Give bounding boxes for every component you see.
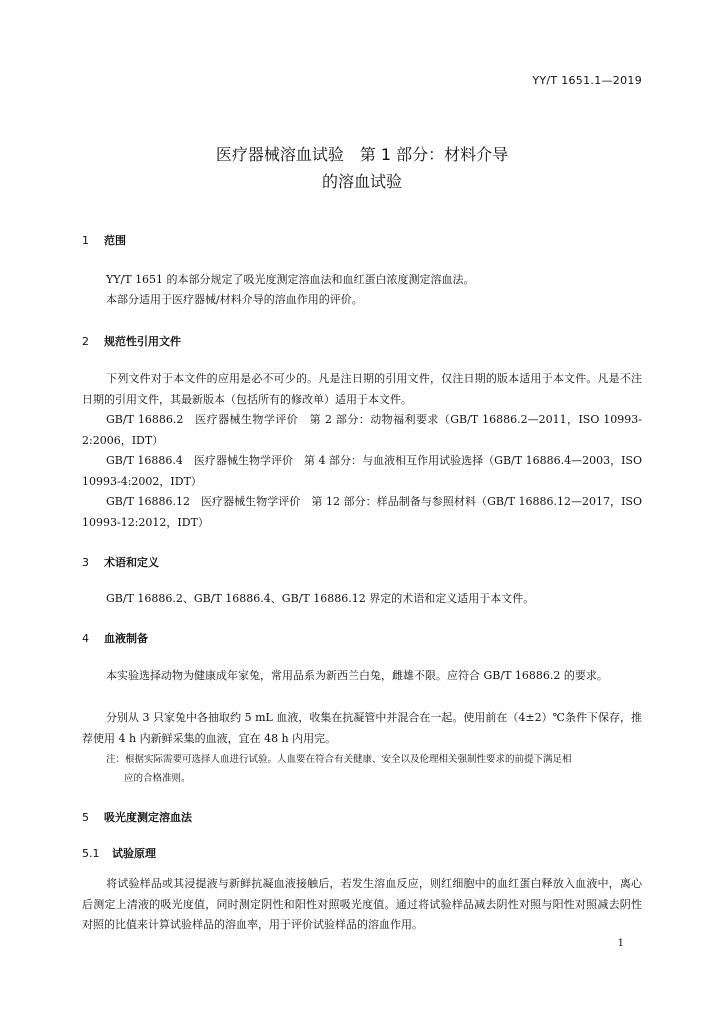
subsection-heading-test-principle — [82, 845, 156, 861]
section-heading-absorbance-method — [82, 809, 192, 825]
section-heading-normative-references — [82, 333, 181, 349]
section-title: 范围 — [104, 234, 126, 247]
section-title: 试验原理 — [112, 847, 156, 860]
section-number: 5.1 — [82, 847, 100, 860]
paragraph-text: 下列文件对于本文件的应用是必不可少的。凡是注日期的引用文件，仅注日期的版本适用于本文件。凡是不注日期的引用文件，其最新版本（包括所有的修改单）适用于本文件。 — [82, 372, 642, 406]
section-number: 1 — [82, 234, 89, 247]
reference-gbt-16886-2 — [82, 410, 642, 451]
standard-code: YY/T 1651.1—2019 — [532, 74, 642, 87]
paragraph-text: GB/T 16886.4 医疗器械生物学评价 第 4 部分：与血液相互作用试验选择（GB/T 16886.4—2003，ISO 10993-4:2002，IDT） — [82, 454, 642, 488]
section-title: 血液制备 — [104, 632, 148, 645]
paragraph-text: 本部分适用于医疗器械/材料介导的溶血作用的评价。 — [106, 293, 363, 306]
paragraph-text: GB/T 16886.12 医疗器械生物学评价 第 12 部分：样品制备与参照材料（GB/T 16886.12—2017，ISO 10993-12:2012，IDT） — [82, 495, 642, 529]
paragraph-text: GB/T 16886.2、GB/T 16886.4、GB/T 16886.12 界定的术语和定义适用于本文件。 — [106, 592, 535, 605]
section-title: 术语和定义 — [104, 556, 159, 569]
paragraph-blood-animal — [82, 666, 642, 687]
reference-gbt-16886-4 — [82, 451, 642, 492]
paragraph-text: 将试验样品或其浸提液与新鲜抗凝血液接触后，若发生溶血反应，则红细胞中的血红蛋白释放入血液中，离心后测定上清液的吸光度值，同时测定阴性和阳性对照吸光度值。通过将试验样品减去阴性对照与阳性对照减去阴性对照的比值来计算试验样品的溶血率，用于评价试验样品的溶血作用。 — [82, 877, 642, 931]
page-number: 1 — [617, 938, 624, 949]
note-human-blood — [106, 750, 642, 788]
section-title: 规范性引用文件 — [104, 335, 181, 348]
section-heading-scope — [82, 232, 126, 248]
section-heading-terms — [82, 554, 159, 570]
section-number: 2 — [82, 335, 89, 348]
section-number: 5 — [82, 811, 89, 824]
section-number: 3 — [82, 556, 89, 569]
reference-gbt-16886-12 — [82, 492, 642, 533]
paragraph-terms — [82, 589, 642, 610]
section-number: 4 — [82, 632, 89, 645]
paragraph-scope-2 — [82, 290, 642, 311]
paragraph-test-principle — [82, 874, 642, 936]
section-title: 吸光度测定溶血法 — [104, 811, 192, 824]
paragraph-references-intro — [82, 369, 642, 410]
paragraph-text: GB/T 16886.2 医疗器械生物学评价 第 2 部分：动物福利要求（GB/T 16886.2—2011，ISO 10993-2:2006，IDT） — [82, 413, 642, 447]
paragraph-text: 分别从 3 只家兔中各抽取约 5 mL 血液，收集在抗凝管中并混合在一起。使用前在（4±2）℃条件下保存，推荐使用 4 h 内新鲜采集的血液，宜在 48 h 内用完。 — [82, 711, 642, 745]
document-title-line-2: 的溶血试验 — [321, 172, 402, 191]
note-text-line-1: 根据实际需要可选择人血进行试验。人血要在符合有关健康、安全以及伦理相关强制性要求的前提下满足相 — [125, 754, 572, 765]
document-title-line-1: 医疗器械溶血试验 第 1 部分：材料介导 — [215, 145, 509, 164]
note-label: 注： — [106, 754, 126, 765]
note-text-line-2: 应的合格准则。 — [124, 773, 191, 784]
paragraph-text: YY/T 1651 的本部分规定了吸光度测定溶血法和血红蛋白浓度测定溶血法。 — [106, 273, 475, 286]
paragraph-text: 本实验选择动物为健康成年家兔，常用品系为新西兰白兔，雌雄不限。应符合 GB/T 16886.2 的要求。 — [106, 669, 608, 682]
paragraph-scope-1 — [82, 270, 642, 291]
paragraph-blood-collection — [82, 708, 642, 749]
section-heading-blood-preparation — [82, 630, 148, 646]
